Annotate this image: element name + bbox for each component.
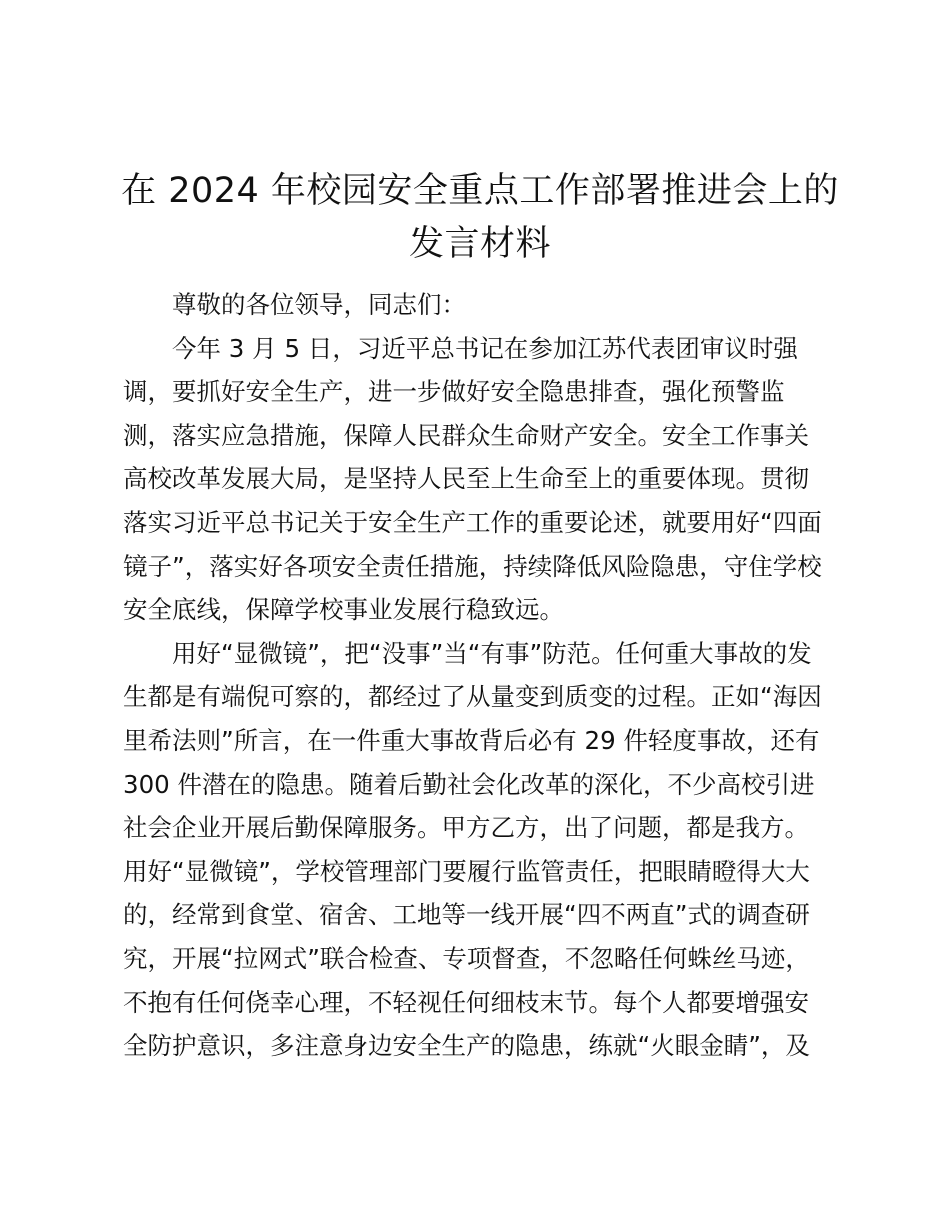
text-line: 安全底线，保障学校事业发展行稳致远。 [123,595,564,625]
text-line: 镜子”，落实好各项安全责任措施，持续降低风险隐患，守住学校 [123,551,822,581]
text-line: 高校改革发展大局，是坚持人民至上生命至上的重要体现。贯彻 [123,464,809,494]
text-line: 生都是有端倪可察的，都经过了从量变到质变的过程。正如“海因 [123,682,822,712]
salutation: 尊敬的各位领导，同志们： [172,290,466,319]
document-body [123,283,835,1068]
text-line: 今年 3 月 5 日，习近平总书记在参加江苏代表团审议时强 [172,333,798,363]
text-line: 落实习近平总书记关于安全生产工作的重要论述，就要用好“四面 [123,507,822,537]
title-line-1: 在 2024 年校园安全重点工作部署推进会上的 [121,171,839,211]
text-line: 用好“显微镜”，把“没事”当“有事”防范。任何重大事故的发 [172,638,812,668]
text-line: 不抱有任何侥幸心理，不轻视任何细枝末节。每个人都要增强安 [123,987,809,1017]
title-line-2: 发言材料 [408,224,551,264]
text-line: 300 件潜在的隐患。随着后勤社会化改革的深化，不少高校引进 [123,769,815,799]
text-line: 社会企业开展后勤保障服务。甲方乙方，出了问题，都是我方。 [123,813,809,843]
text-line: 用好“显微镜”，学校管理部门要履行监管责任，把眼睛瞪得大大 [123,856,810,886]
text-line: 调，要抓好安全生产，进一步做好安全隐患排查，强化预警监 [123,377,785,407]
document-title [100,165,860,271]
text-line: 全防护意识，多注意身边安全生产的隐患，练就“火眼金睛”，及 [123,1031,810,1061]
text-line: 的，经常到食堂、宿舍、工地等一线开展“四不两直”式的调查研 [123,900,810,930]
text-line: 测，落实应急措施，保障人民群众生命财产安全。安全工作事关 [123,420,809,450]
text-line: 里希法则”所言，在一件重大事故背后必有 29 件轻度事故，还有 [123,725,820,755]
text-line: 究，开展“拉网式”联合检查、专项督查，不忽略任何蛛丝马迹， [123,943,810,973]
